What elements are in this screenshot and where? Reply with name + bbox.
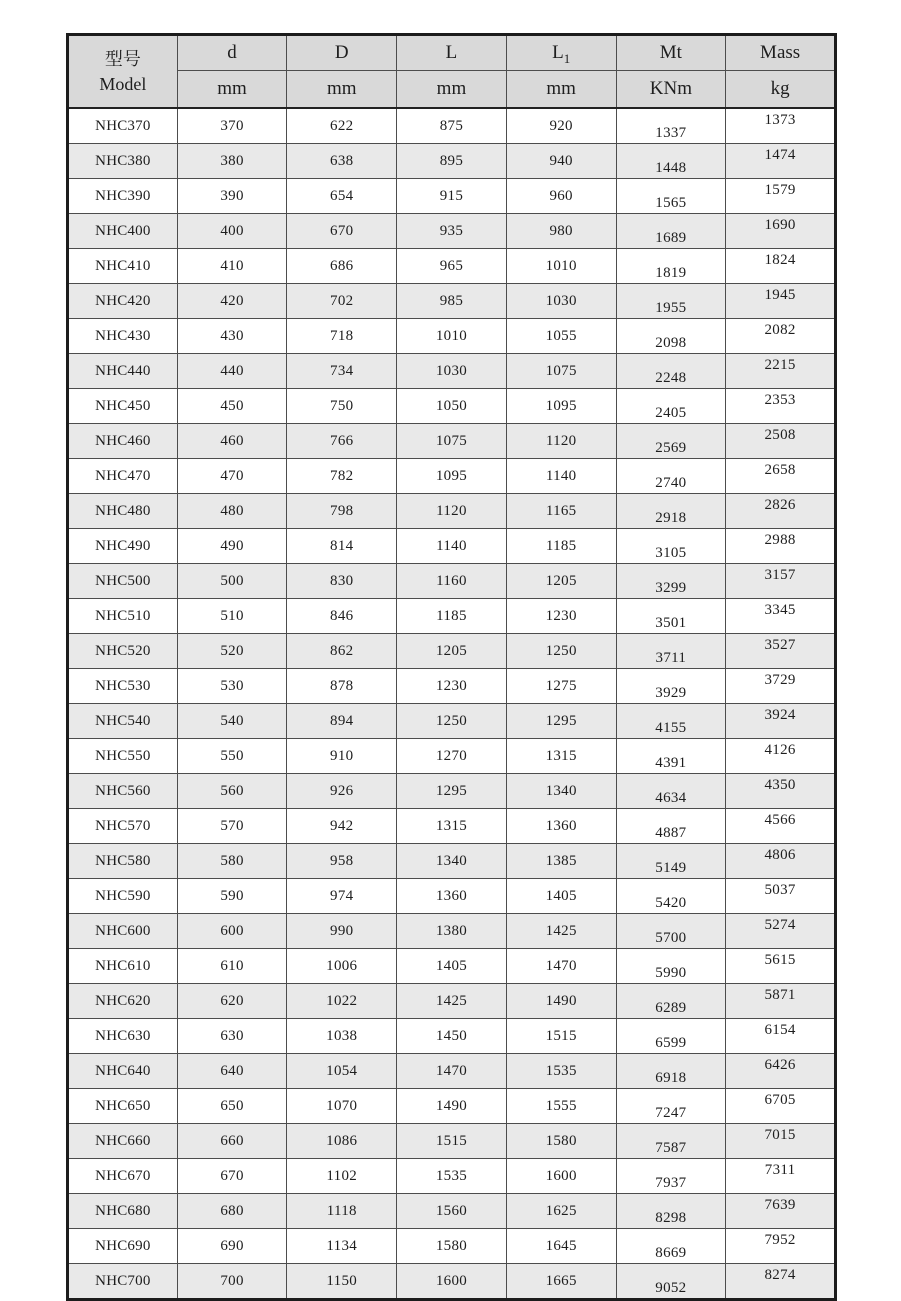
mt-value-cell: 4634	[616, 774, 726, 809]
d-value-cell: 690	[177, 1229, 287, 1264]
table-row	[68, 494, 836, 529]
d-value-cell: 410	[177, 249, 287, 284]
d-value-cell: 640	[177, 1054, 287, 1089]
header-col-l1: $L_1$	[506, 35, 616, 71]
l1-value-cell: 1140	[506, 459, 616, 494]
model-header-en: Model	[99, 73, 147, 94]
mt-value-cell: 8669	[616, 1229, 726, 1264]
l-value-cell: 915	[397, 179, 507, 214]
d-value-cell: 974	[287, 879, 397, 914]
l-value-cell: 1315	[397, 809, 507, 844]
mt-value-cell: 6918	[616, 1054, 726, 1089]
d-value-cell: 610	[177, 949, 287, 984]
table-row	[68, 1019, 836, 1054]
table-row	[68, 1229, 836, 1264]
d-value-cell: 926	[287, 774, 397, 809]
model-cell: NHC690	[68, 1229, 178, 1264]
d-value-cell: 702	[287, 284, 397, 319]
table-row	[68, 179, 836, 214]
model-cell: NHC600	[68, 914, 178, 949]
d-value-cell: 782	[287, 459, 397, 494]
mass-value-cell: 3924	[726, 704, 836, 739]
d-value-cell: 700	[177, 1264, 287, 1300]
mass-value-cell: 7311	[726, 1159, 836, 1194]
mass-value-cell: 1474	[726, 144, 836, 179]
model-cell: NHC480	[68, 494, 178, 529]
table-row	[68, 669, 836, 704]
d-value-cell: 590	[177, 879, 287, 914]
model-cell: NHC610	[68, 949, 178, 984]
model-cell: NHC630	[68, 1019, 178, 1054]
mt-value-cell: 6289	[616, 984, 726, 1019]
table-row	[68, 1054, 836, 1089]
table-row	[68, 529, 836, 564]
l1-value-cell: 1385	[506, 844, 616, 879]
model-cell: NHC500	[68, 564, 178, 599]
d-value-cell: 560	[177, 774, 287, 809]
model-cell: NHC650	[68, 1089, 178, 1124]
l-value-cell: 1295	[397, 774, 507, 809]
d-value-cell: 1150	[287, 1264, 397, 1300]
mass-value-cell: 4350	[726, 774, 836, 809]
mt-value-cell: 1819	[616, 249, 726, 284]
header-col-mt: Mt	[616, 35, 726, 71]
mass-value-cell: 6705	[726, 1089, 836, 1124]
l1-value-cell: 960	[506, 179, 616, 214]
l-value-cell: 1535	[397, 1159, 507, 1194]
d-value-cell: 620	[177, 984, 287, 1019]
l1-value-cell: 1230	[506, 599, 616, 634]
d-value-cell: 520	[177, 634, 287, 669]
model-cell: NHC620	[68, 984, 178, 1019]
d-value-cell: 600	[177, 914, 287, 949]
l-value-cell: 1360	[397, 879, 507, 914]
l1-value-cell: 1250	[506, 634, 616, 669]
table-row	[68, 1124, 836, 1159]
mt-value-cell: 7247	[616, 1089, 726, 1124]
table-row	[68, 1264, 836, 1300]
d-value-cell: 750	[287, 389, 397, 424]
mass-value-cell: 7015	[726, 1124, 836, 1159]
l-value-cell: 1140	[397, 529, 507, 564]
l-value-cell: 1470	[397, 1054, 507, 1089]
d-value-cell: 420	[177, 284, 287, 319]
l-value-cell: 1230	[397, 669, 507, 704]
l1-value-cell: 1095	[506, 389, 616, 424]
mass-value-cell: 2353	[726, 389, 836, 424]
d-value-cell: 1022	[287, 984, 397, 1019]
l1-value-cell: 980	[506, 214, 616, 249]
model-cell: NHC390	[68, 179, 178, 214]
mass-value-cell: 5037	[726, 879, 836, 914]
mt-value-cell: 4391	[616, 739, 726, 774]
table-row	[68, 704, 836, 739]
header-col-mass: Mass	[726, 35, 836, 71]
d-value-cell: 460	[177, 424, 287, 459]
l1-value-cell: 1055	[506, 319, 616, 354]
mt-value-cell: 4887	[616, 809, 726, 844]
mt-value-cell: 1448	[616, 144, 726, 179]
mass-value-cell: 6154	[726, 1019, 836, 1054]
l1-value-cell: 1645	[506, 1229, 616, 1264]
l-value-cell: 1450	[397, 1019, 507, 1054]
mt-value-cell: 2405	[616, 389, 726, 424]
table-row	[68, 739, 836, 774]
model-cell: NHC430	[68, 319, 178, 354]
d-value-cell: 660	[177, 1124, 287, 1159]
mass-value-cell: 3345	[726, 599, 836, 634]
model-cell: NHC670	[68, 1159, 178, 1194]
table-row	[68, 319, 836, 354]
l1-value-cell: 1030	[506, 284, 616, 319]
model-cell: NHC370	[68, 108, 178, 144]
table-row	[68, 949, 836, 984]
l-value-cell: 875	[397, 108, 507, 144]
model-cell: NHC400	[68, 214, 178, 249]
model-cell: NHC530	[68, 669, 178, 704]
table-row	[68, 1089, 836, 1124]
table-row	[68, 284, 836, 319]
table-row	[68, 634, 836, 669]
mt-value-cell: 1337	[616, 108, 726, 144]
mt-value-cell: 3105	[616, 529, 726, 564]
d-value-cell: 650	[177, 1089, 287, 1124]
mass-value-cell: 5615	[726, 949, 836, 984]
table-row	[68, 424, 836, 459]
model-cell: NHC700	[68, 1264, 178, 1300]
model-cell: NHC380	[68, 144, 178, 179]
mt-value-cell: 8298	[616, 1194, 726, 1229]
model-cell: NHC450	[68, 389, 178, 424]
d-value-cell: 766	[287, 424, 397, 459]
l-value-cell: 935	[397, 214, 507, 249]
mass-value-cell: 2826	[726, 494, 836, 529]
d-value-cell: 400	[177, 214, 287, 249]
table-row	[68, 214, 836, 249]
table-row	[68, 108, 836, 144]
mass-value-cell: 4806	[726, 844, 836, 879]
l1-value-cell: 1555	[506, 1089, 616, 1124]
mass-value-cell: 1579	[726, 179, 836, 214]
l1-value-cell: 1600	[506, 1159, 616, 1194]
d-value-cell: 670	[287, 214, 397, 249]
d-value-cell: 1102	[287, 1159, 397, 1194]
l-value-cell: 1515	[397, 1124, 507, 1159]
table-row	[68, 459, 836, 494]
mt-value-cell: 7937	[616, 1159, 726, 1194]
mt-value-cell: 2569	[616, 424, 726, 459]
d-value-cell: 1086	[287, 1124, 397, 1159]
header-col-d-upper: D	[287, 35, 397, 71]
l-value-cell: 1580	[397, 1229, 507, 1264]
l-value-cell: 1380	[397, 914, 507, 949]
mass-value-cell: 1945	[726, 284, 836, 319]
l1-value-cell: 1340	[506, 774, 616, 809]
table-row	[68, 144, 836, 179]
l1-value-cell: 920	[506, 108, 616, 144]
l1-value-cell: 1295	[506, 704, 616, 739]
d-value-cell: 622	[287, 108, 397, 144]
model-cell: NHC680	[68, 1194, 178, 1229]
d-value-cell: 500	[177, 564, 287, 599]
mass-value-cell: 7952	[726, 1229, 836, 1264]
model-cell: NHC440	[68, 354, 178, 389]
table-row	[68, 809, 836, 844]
unit-col-mt: KNm	[616, 71, 726, 109]
l1-value-cell: 1360	[506, 809, 616, 844]
d-value-cell: 718	[287, 319, 397, 354]
l1-value-cell: 1515	[506, 1019, 616, 1054]
model-cell: NHC490	[68, 529, 178, 564]
l1-value-cell: 1075	[506, 354, 616, 389]
mt-value-cell: 3929	[616, 669, 726, 704]
d-value-cell: 862	[287, 634, 397, 669]
mt-value-cell: 3711	[616, 634, 726, 669]
mass-value-cell: 3157	[726, 564, 836, 599]
l-value-cell: 1560	[397, 1194, 507, 1229]
l-value-cell: 1205	[397, 634, 507, 669]
l1-value-cell: 1275	[506, 669, 616, 704]
model-cell: NHC570	[68, 809, 178, 844]
mass-value-cell: 2988	[726, 529, 836, 564]
mass-value-cell: 2658	[726, 459, 836, 494]
l-value-cell: 1010	[397, 319, 507, 354]
header-col-l: L	[397, 35, 507, 71]
l-value-cell: 1095	[397, 459, 507, 494]
table-row	[68, 599, 836, 634]
d-value-cell: 390	[177, 179, 287, 214]
mass-value-cell: 8274	[726, 1264, 836, 1300]
table-row	[68, 354, 836, 389]
mt-value-cell: 2248	[616, 354, 726, 389]
spec-table	[66, 33, 837, 1301]
mt-value-cell: 1565	[616, 179, 726, 214]
model-cell: NHC580	[68, 844, 178, 879]
l1-value-cell: 1185	[506, 529, 616, 564]
model-cell: NHC560	[68, 774, 178, 809]
d-value-cell: 1006	[287, 949, 397, 984]
l-value-cell: 985	[397, 284, 507, 319]
model-cell: NHC510	[68, 599, 178, 634]
d-value-cell: 894	[287, 704, 397, 739]
unit-col-d-upper: mm	[287, 71, 397, 109]
mt-value-cell: 2740	[616, 459, 726, 494]
header-col-d-lower: d	[177, 35, 287, 71]
l1-value-cell: 1490	[506, 984, 616, 1019]
l1-value-cell: 1010	[506, 249, 616, 284]
l-value-cell: 1600	[397, 1264, 507, 1300]
l-value-cell: 1030	[397, 354, 507, 389]
d-value-cell: 846	[287, 599, 397, 634]
mt-value-cell: 5420	[616, 879, 726, 914]
mt-value-cell: 1955	[616, 284, 726, 319]
l-value-cell: 1490	[397, 1089, 507, 1124]
table-row	[68, 984, 836, 1019]
header-col-model	[68, 35, 178, 109]
d-value-cell: 570	[177, 809, 287, 844]
l1-value-cell: 1165	[506, 494, 616, 529]
model-cell: NHC520	[68, 634, 178, 669]
d-value-cell: 638	[287, 144, 397, 179]
header-unit-row	[68, 71, 836, 109]
l-value-cell: 1160	[397, 564, 507, 599]
mass-value-cell: 7639	[726, 1194, 836, 1229]
l1-value-cell: 1580	[506, 1124, 616, 1159]
d-value-cell: 370	[177, 108, 287, 144]
l1-value-cell: 1405	[506, 879, 616, 914]
mt-value-cell: 5700	[616, 914, 726, 949]
l1-value-cell: 1315	[506, 739, 616, 774]
unit-col-d-lower: mm	[177, 71, 287, 109]
d-value-cell: 990	[287, 914, 397, 949]
d-value-cell: 942	[287, 809, 397, 844]
unit-col-l1: mm	[506, 71, 616, 109]
table-row	[68, 1194, 836, 1229]
d-value-cell: 490	[177, 529, 287, 564]
l-value-cell: 1340	[397, 844, 507, 879]
mt-value-cell: 1689	[616, 214, 726, 249]
d-value-cell: 798	[287, 494, 397, 529]
mt-value-cell: 9052	[616, 1264, 726, 1300]
unit-col-l: mm	[397, 71, 507, 109]
l1-value-cell: 1535	[506, 1054, 616, 1089]
l-value-cell: 1120	[397, 494, 507, 529]
model-cell: NHC540	[68, 704, 178, 739]
table-row	[68, 879, 836, 914]
mass-value-cell: 1690	[726, 214, 836, 249]
mass-value-cell: 5871	[726, 984, 836, 1019]
mt-value-cell: 2918	[616, 494, 726, 529]
l-value-cell: 1050	[397, 389, 507, 424]
model-cell: NHC470	[68, 459, 178, 494]
l1-value-cell: 1120	[506, 424, 616, 459]
d-value-cell: 1038	[287, 1019, 397, 1054]
table-row	[68, 914, 836, 949]
d-value-cell: 1070	[287, 1089, 397, 1124]
model-cell: NHC410	[68, 249, 178, 284]
d-value-cell: 1134	[287, 1229, 397, 1264]
mass-value-cell: 6426	[726, 1054, 836, 1089]
d-value-cell: 1054	[287, 1054, 397, 1089]
mass-value-cell: 2215	[726, 354, 836, 389]
mass-value-cell: 1824	[726, 249, 836, 284]
table-row	[68, 249, 836, 284]
mt-value-cell: 6599	[616, 1019, 726, 1054]
d-value-cell: 910	[287, 739, 397, 774]
d-value-cell: 654	[287, 179, 397, 214]
table-row	[68, 564, 836, 599]
model-cell: NHC660	[68, 1124, 178, 1159]
model-cell: NHC550	[68, 739, 178, 774]
l1-value-cell: 1625	[506, 1194, 616, 1229]
mt-value-cell: 4155	[616, 704, 726, 739]
d-value-cell: 540	[177, 704, 287, 739]
d-value-cell: 1118	[287, 1194, 397, 1229]
mt-value-cell: 5990	[616, 949, 726, 984]
l1-value-cell: 1470	[506, 949, 616, 984]
d-value-cell: 630	[177, 1019, 287, 1054]
d-value-cell: 550	[177, 739, 287, 774]
d-value-cell: 878	[287, 669, 397, 704]
table-row	[68, 844, 836, 879]
mt-value-cell: 2098	[616, 319, 726, 354]
table-header	[68, 35, 836, 109]
l-value-cell: 965	[397, 249, 507, 284]
mass-value-cell: 4126	[726, 739, 836, 774]
model-cell: NHC420	[68, 284, 178, 319]
mass-value-cell: 3527	[726, 634, 836, 669]
model-cell: NHC640	[68, 1054, 178, 1089]
l-value-cell: 1405	[397, 949, 507, 984]
d-value-cell: 430	[177, 319, 287, 354]
l-value-cell: 1185	[397, 599, 507, 634]
header-label-row	[68, 35, 836, 71]
mt-value-cell: 5149	[616, 844, 726, 879]
d-value-cell: 686	[287, 249, 397, 284]
l-value-cell: 1075	[397, 424, 507, 459]
d-value-cell: 470	[177, 459, 287, 494]
d-value-cell: 580	[177, 844, 287, 879]
model-cell: NHC460	[68, 424, 178, 459]
mass-value-cell: 4566	[726, 809, 836, 844]
mass-value-cell: 1373	[726, 108, 836, 144]
mass-value-cell: 3729	[726, 669, 836, 704]
l-value-cell: 1270	[397, 739, 507, 774]
d-value-cell: 450	[177, 389, 287, 424]
unit-col-mass: kg	[726, 71, 836, 109]
l1-value-cell: 1425	[506, 914, 616, 949]
mt-value-cell: 3299	[616, 564, 726, 599]
table-row	[68, 389, 836, 424]
mass-value-cell: 2508	[726, 424, 836, 459]
d-value-cell: 440	[177, 354, 287, 389]
l-value-cell: 1250	[397, 704, 507, 739]
d-value-cell: 510	[177, 599, 287, 634]
d-value-cell: 830	[287, 564, 397, 599]
mass-value-cell: 2082	[726, 319, 836, 354]
d-value-cell: 530	[177, 669, 287, 704]
l-value-cell: 1425	[397, 984, 507, 1019]
l1-value-cell: 1665	[506, 1264, 616, 1300]
mass-value-cell: 5274	[726, 914, 836, 949]
mt-value-cell: 3501	[616, 599, 726, 634]
d-value-cell: 814	[287, 529, 397, 564]
d-value-cell: 380	[177, 144, 287, 179]
d-value-cell: 734	[287, 354, 397, 389]
d-value-cell: 670	[177, 1159, 287, 1194]
table-body	[68, 108, 836, 1300]
l1-value-cell: 940	[506, 144, 616, 179]
model-cell: NHC590	[68, 879, 178, 914]
table-row	[68, 1159, 836, 1194]
d-value-cell: 480	[177, 494, 287, 529]
mt-value-cell: 7587	[616, 1124, 726, 1159]
l-value-cell: 895	[397, 144, 507, 179]
model-header-cn: 型号	[104, 49, 141, 70]
d-value-cell: 958	[287, 844, 397, 879]
l1-value-cell: 1205	[506, 564, 616, 599]
d-value-cell: 680	[177, 1194, 287, 1229]
table-row	[68, 774, 836, 809]
